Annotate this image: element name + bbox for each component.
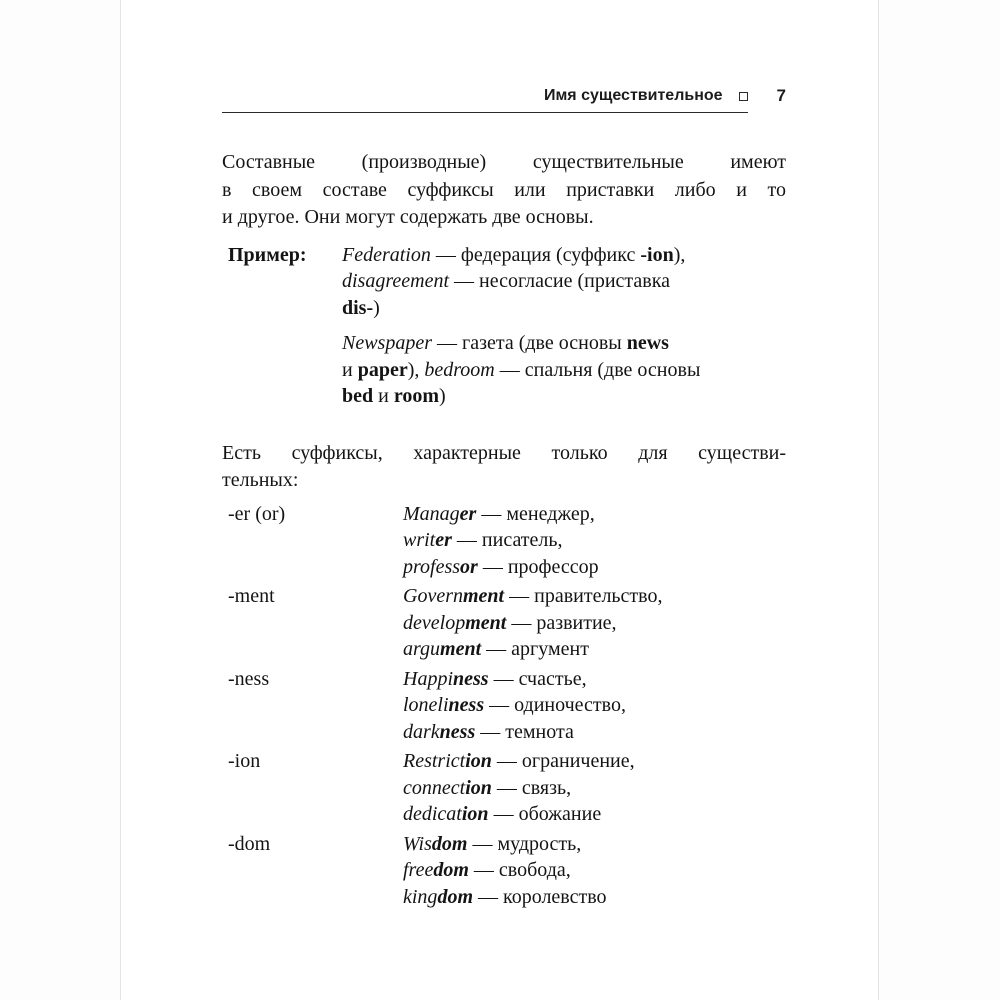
suffix-term: -ion (228, 750, 261, 772)
suffix-examples (403, 583, 786, 663)
suffix-examples (403, 666, 786, 746)
suffix-term: -dom (228, 832, 271, 855)
suffix-list (222, 501, 786, 911)
suffix-intro-paragraph (222, 440, 786, 495)
header-rule (222, 87, 748, 113)
suffix-examples (403, 831, 786, 911)
suffix-term: -er (or) (228, 502, 286, 525)
text-line: в своем составе суффиксы или приставки либо и то (222, 178, 786, 201)
text-line: dis-) (342, 296, 380, 319)
text-line: Restriction — ограничение, (403, 750, 635, 772)
text-line: bed и room) (342, 385, 446, 407)
intro-paragraph (222, 149, 786, 232)
example-block (222, 242, 786, 410)
suffix-examples (403, 501, 786, 581)
text-line: disagreement — несогласие (приставка (342, 270, 671, 292)
text-line: Government — правительство, (403, 585, 663, 607)
text-line: argument — аргумент (403, 638, 589, 660)
book-page-sheet (120, 0, 879, 1000)
example-paragraph-2 (342, 330, 786, 410)
suffix-row-ment (228, 583, 786, 663)
text-line: Federation — федерация (суффикс -ion), (342, 243, 686, 266)
text-line: freedom — свобода, (403, 859, 571, 881)
example-content (342, 242, 786, 410)
suffix-row-dom (228, 831, 786, 911)
text-line: Happiness — счастье, (403, 667, 587, 690)
suffix-row-ness (228, 666, 786, 746)
text-line: loneliness — одиночество, (403, 694, 626, 716)
text-line: и другое. Они могут содержать две основы. (222, 206, 594, 228)
example-label: Пример: (228, 243, 307, 266)
text-line: writer — писатель, (403, 529, 563, 551)
text-line: Есть суффиксы, характерные только для существи- (222, 441, 786, 464)
suffix-row-ion (228, 748, 786, 828)
text-line: тельных: (222, 469, 299, 491)
text-line: Newspaper — газета (две основы news (342, 332, 669, 354)
text-line: и paper), bedroom — спальня (две основы (342, 358, 701, 381)
example-paragraph-1 (342, 242, 786, 322)
header-title: Имя существительное (543, 87, 723, 104)
text-line: Составные (производные) существительные имеют (222, 151, 786, 173)
suffix-term: -ment (228, 585, 275, 607)
text-line: dedication — обожание (403, 803, 602, 825)
suffix-examples (403, 748, 786, 828)
square-bullet-icon (739, 92, 748, 101)
text-line: connection — связь, (403, 776, 572, 799)
text-line: Manager — менеджер, (403, 502, 595, 525)
page-header (222, 86, 786, 113)
text-line: darkness — темнота (403, 720, 574, 743)
suffix-term: -ness (228, 667, 270, 690)
text-line: Wisdom — мудрость, (403, 832, 582, 855)
text-line: development — развитие, (403, 611, 617, 634)
text-line: kingdom — королевство (403, 885, 607, 908)
suffix-row-er (228, 501, 786, 581)
page-number: 7 (776, 86, 786, 105)
text-line: professor — профессор (403, 555, 599, 578)
